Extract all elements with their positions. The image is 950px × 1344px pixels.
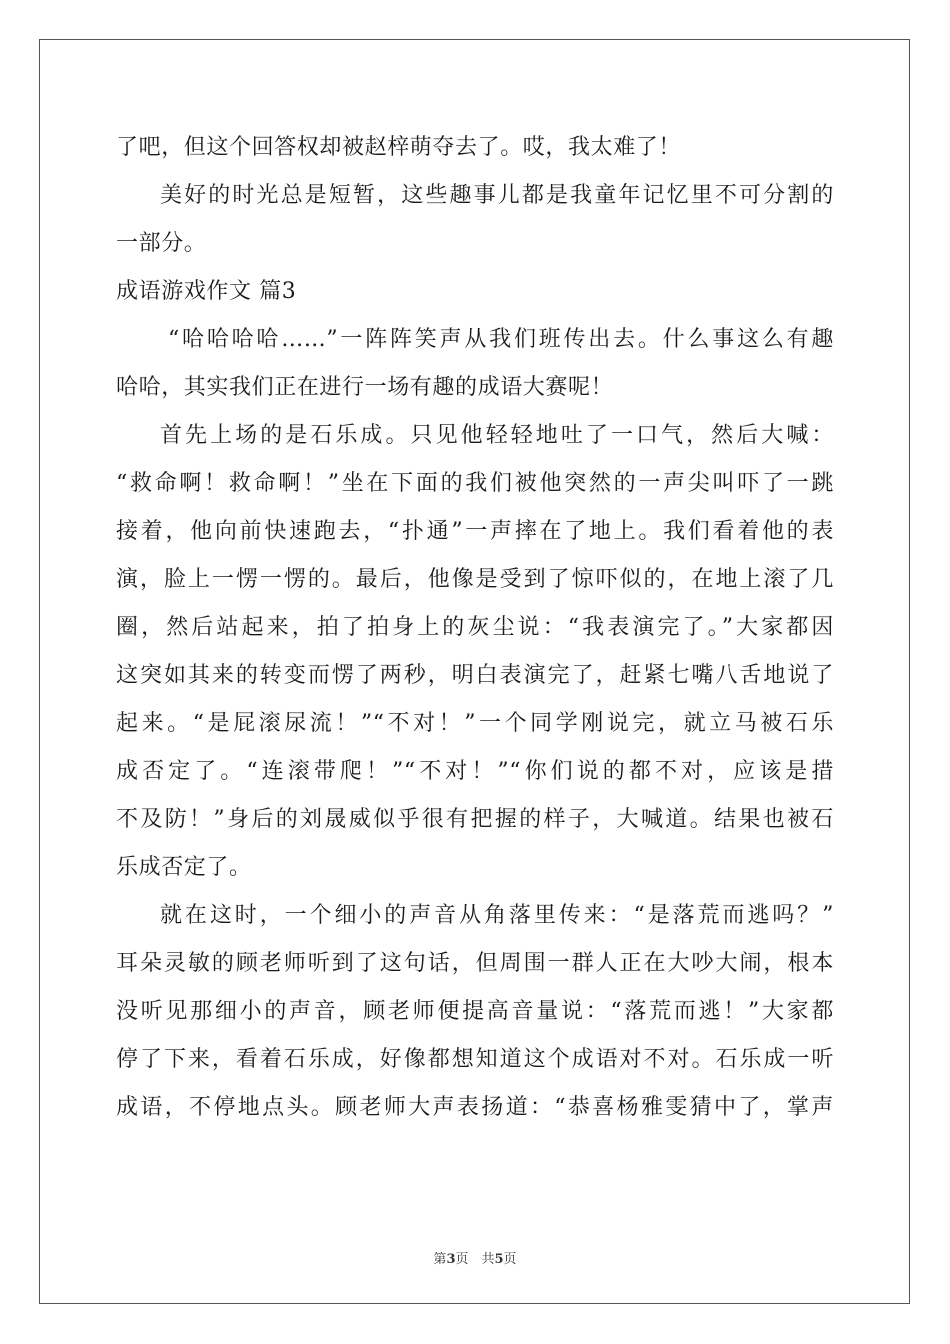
text-line: 哈哈，其实我们正在进行一场有趣的成语大赛呢！ (116, 375, 614, 400)
text-line: 没听见那细小的声音，顾老师便提高音量说：“落荒而逃！”大家都 (116, 999, 834, 1024)
text-line: 演，脸上一愣一愣的。最后，他像是受到了惊吓似的，在地上滚了几 (116, 567, 834, 592)
text-line: 停了下来，看着石乐成，好像都想知道这个成语对不对。石乐成一听 (116, 1047, 834, 1072)
text-line: 一部分。 (116, 231, 207, 256)
current-page-number: 3 (446, 1252, 456, 1267)
text-line: 了吧，但这个回答权却被赵梓萌夺去了。哎，我太难了！ (116, 135, 682, 160)
text-line: 接着，他向前快速跑去，“扑通”一声摔在了地上。我们看着他的表 (116, 519, 834, 544)
text-line: 圈，然后站起来，拍了拍身上的灰尘说：“我表演完了。”大家都因 (116, 615, 834, 640)
text-line: 就在这时，一个细小的声音从角落里传来：“是落荒而逃吗？” (160, 903, 834, 928)
text-line: 起来。“是屁滚尿流！”“不对！”一个同学刚说完，就立马被石乐 (116, 711, 834, 736)
text-line: 这突如其来的转变而愣了两秒，明白表演完了，赶紧七嘴八舌地说了 (116, 663, 834, 688)
text-line: 成语游戏作文 篇3 (116, 279, 297, 304)
text-line: 不及防！”身后的刘晟威似乎很有把握的样子，大喊道。结果也被石 (116, 807, 834, 832)
text-line: “救命啊！救命啊！”坐在下面的我们被他突然的一声尖叫吓了一跳 (116, 471, 834, 496)
text-line: 成语，不停地点头。顾老师大声表扬道：“恭喜杨雅雯猜中了，掌声 (116, 1095, 834, 1120)
text-line: 成否定了。“连滚带爬！”“不对！”“你们说的都不对，应该是措 (116, 759, 834, 784)
footer-middle: 页 共 (455, 1252, 495, 1267)
text-line: “哈哈哈哈……”一阵阵笑声从我们班传出去。什么事这么有趣 (168, 327, 834, 352)
page-footer (0, 1248, 950, 1267)
footer-suffix: 页 (503, 1252, 517, 1267)
total-page-number: 5 (494, 1252, 504, 1267)
text-line: 乐成否定了。 (116, 855, 252, 880)
text-line: 美好的时光总是短暂，这些趣事儿都是我童年记忆里不可分割的 (160, 183, 834, 208)
text-line: 首先上场的是石乐成。只见他轻轻地吐了一口气，然后大喊： (160, 423, 834, 448)
footer-prefix: 第 (433, 1252, 447, 1267)
text-line: 耳朵灵敏的顾老师听到了这句话，但周围一群人正在大吵大闹，根本 (116, 951, 834, 976)
document-body (116, 124, 834, 1132)
